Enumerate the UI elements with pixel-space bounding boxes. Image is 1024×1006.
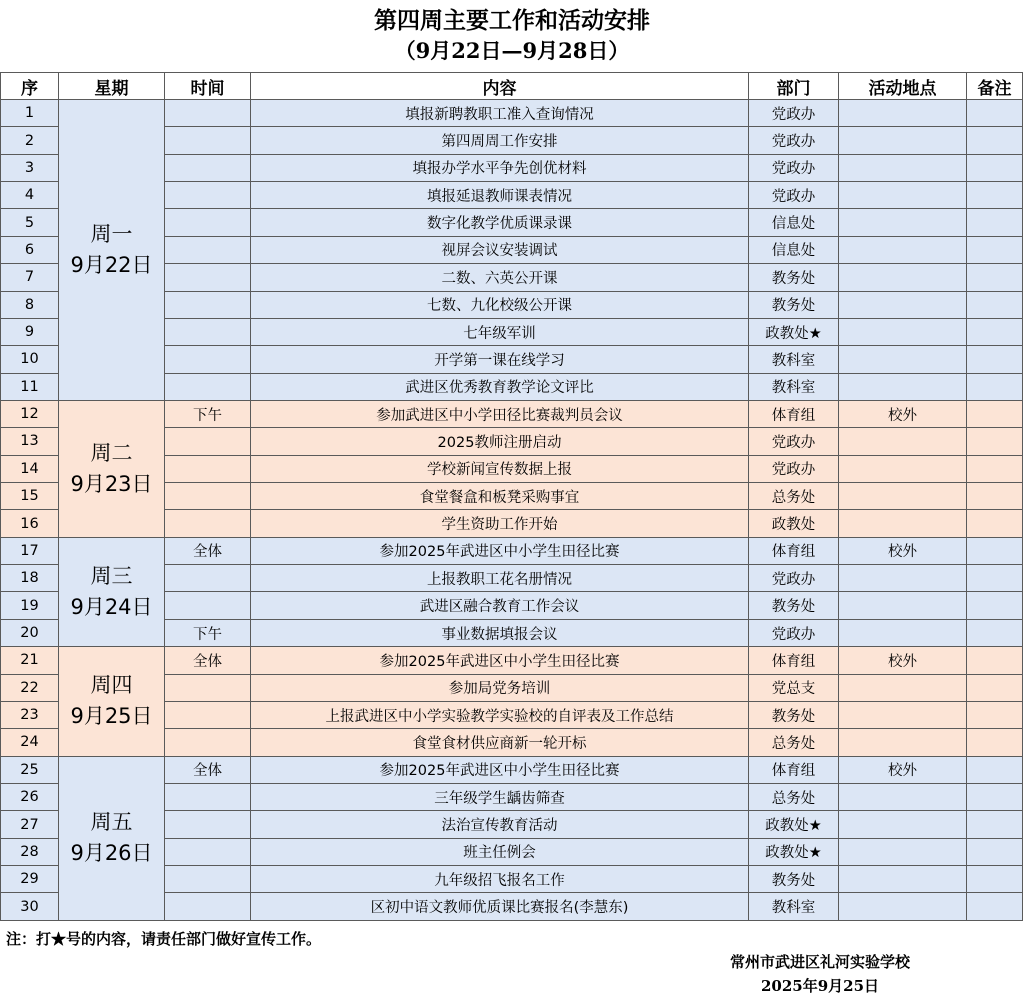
row-number: 6 [1, 236, 59, 263]
time-cell [165, 510, 251, 537]
row-number: 19 [1, 592, 59, 619]
row-number: 20 [1, 619, 59, 646]
department-cell: 党政办 [749, 127, 839, 154]
location-cell [839, 209, 967, 236]
time-cell [165, 565, 251, 592]
department-cell: 党政办 [749, 182, 839, 209]
table-row [1, 537, 1023, 564]
content-cell: 七年级军训 [251, 318, 749, 345]
content-cell: 七数、九化校级公开课 [251, 291, 749, 318]
location-cell: 校外 [839, 400, 967, 427]
row-number: 22 [1, 674, 59, 701]
row-number: 13 [1, 428, 59, 455]
location-cell [839, 318, 967, 345]
schedule-table [0, 72, 1023, 921]
department-cell: 总务处 [749, 729, 839, 756]
schedule-body [1, 100, 1023, 921]
location-cell [839, 373, 967, 400]
remark-cell [967, 455, 1023, 482]
location-cell [839, 236, 967, 263]
department-cell: 教科室 [749, 346, 839, 373]
remark-cell [967, 428, 1023, 455]
row-number: 4 [1, 182, 59, 209]
content-cell: 九年级招飞报名工作 [251, 866, 749, 893]
remark-cell [967, 811, 1023, 838]
department-cell: 党政办 [749, 619, 839, 646]
remark-cell [967, 373, 1023, 400]
location-cell [839, 701, 967, 728]
location-cell [839, 154, 967, 181]
weekday-cell [59, 400, 165, 537]
remark-cell [967, 510, 1023, 537]
remark-cell [967, 783, 1023, 810]
content-cell: 上报教职工花名册情况 [251, 565, 749, 592]
location-cell [839, 729, 967, 756]
header-row [1, 73, 1023, 100]
school-name: 常州市武进区礼河实验学校 [729, 953, 910, 971]
time-cell: 下午 [165, 619, 251, 646]
row-number: 10 [1, 346, 59, 373]
location-cell [839, 346, 967, 373]
table-row [1, 756, 1023, 783]
department-cell: 政教处★ [749, 838, 839, 865]
row-number: 2 [1, 127, 59, 154]
weekday-date: 9月25日 [70, 704, 153, 729]
content-cell: 参加2025年武进区中小学生田径比赛 [251, 537, 749, 564]
page-subtitle: （9月22日—9月28日） [394, 38, 630, 63]
department-cell: 教务处 [749, 291, 839, 318]
content-cell: 数字化教学优质课录课 [251, 209, 749, 236]
row-number: 8 [1, 291, 59, 318]
content-cell: 三年级学生龋齿筛查 [251, 783, 749, 810]
department-cell: 总务处 [749, 783, 839, 810]
location-cell [839, 565, 967, 592]
location-cell [839, 127, 967, 154]
location-cell [839, 783, 967, 810]
row-number: 5 [1, 209, 59, 236]
content-cell: 区初中语文教师优质课比赛报名(李慧东) [251, 893, 749, 920]
department-cell: 教科室 [749, 373, 839, 400]
department-cell: 党政办 [749, 565, 839, 592]
header-no: 序 [1, 73, 59, 100]
row-number: 27 [1, 811, 59, 838]
location-cell: 校外 [839, 647, 967, 674]
weekday-cell [59, 756, 165, 920]
location-cell [839, 811, 967, 838]
row-number: 18 [1, 565, 59, 592]
row-number: 16 [1, 510, 59, 537]
location-cell [839, 291, 967, 318]
table-row [1, 100, 1023, 127]
department-cell: 政教处 [749, 510, 839, 537]
time-cell [165, 783, 251, 810]
row-number: 11 [1, 373, 59, 400]
time-cell [165, 154, 251, 181]
content-cell: 二数、六英公开课 [251, 264, 749, 291]
department-cell: 教务处 [749, 701, 839, 728]
remark-cell [967, 701, 1023, 728]
department-cell: 总务处 [749, 483, 839, 510]
department-cell: 政教处★ [749, 318, 839, 345]
time-cell [165, 236, 251, 263]
remark-cell [967, 100, 1023, 127]
weekday-cell [59, 100, 165, 401]
content-cell: 上报武进区中小学实验教学实验校的自评表及工作总结 [251, 701, 749, 728]
content-cell: 填报延退教师课表情况 [251, 182, 749, 209]
row-number: 12 [1, 400, 59, 427]
remark-cell [967, 291, 1023, 318]
time-cell [165, 866, 251, 893]
time-cell [165, 592, 251, 619]
row-number: 9 [1, 318, 59, 345]
weekday-label: 周四 [90, 673, 133, 698]
location-cell [839, 455, 967, 482]
page-title: 第四周主要工作和活动安排 [374, 7, 650, 34]
remark-cell [967, 264, 1023, 291]
remark-cell [967, 537, 1023, 564]
weekday-label: 周三 [90, 563, 133, 588]
time-cell [165, 674, 251, 701]
time-cell [165, 811, 251, 838]
row-number: 1 [1, 100, 59, 127]
remark-cell [967, 729, 1023, 756]
table-row [1, 400, 1023, 427]
weekday-date: 9月22日 [70, 252, 153, 277]
remark-cell [967, 756, 1023, 783]
remark-cell [967, 866, 1023, 893]
department-cell: 政教处★ [749, 811, 839, 838]
department-cell: 教务处 [749, 866, 839, 893]
department-cell: 党政办 [749, 455, 839, 482]
remark-cell [967, 565, 1023, 592]
header-weekday: 星期 [59, 73, 165, 100]
location-cell [839, 866, 967, 893]
department-cell: 体育组 [749, 647, 839, 674]
time-cell [165, 893, 251, 920]
department-cell: 党政办 [749, 428, 839, 455]
department-cell: 教务处 [749, 264, 839, 291]
remark-cell [967, 346, 1023, 373]
content-cell: 参加2025年武进区中小学生田径比赛 [251, 647, 749, 674]
remark-cell [967, 400, 1023, 427]
weekday-label: 周一 [90, 221, 133, 246]
time-cell [165, 127, 251, 154]
row-number: 26 [1, 783, 59, 810]
content-cell: 武进区优秀教育教学论文评比 [251, 373, 749, 400]
content-cell: 参加2025年武进区中小学生田径比赛 [251, 756, 749, 783]
remark-cell [967, 592, 1023, 619]
location-cell [839, 264, 967, 291]
remark-cell [967, 619, 1023, 646]
content-cell: 学生资助工作开始 [251, 510, 749, 537]
content-cell: 武进区融合教育工作会议 [251, 592, 749, 619]
row-number: 23 [1, 701, 59, 728]
row-number: 30 [1, 893, 59, 920]
content-cell: 参加局党务培训 [251, 674, 749, 701]
remark-cell [967, 209, 1023, 236]
weekday-label: 周二 [90, 440, 133, 465]
location-cell [839, 483, 967, 510]
weekday-date: 9月23日 [70, 471, 153, 496]
content-cell: 事业数据填报会议 [251, 619, 749, 646]
time-cell [165, 209, 251, 236]
remark-cell [967, 483, 1023, 510]
time-cell [165, 100, 251, 127]
content-cell: 开学第一课在线学习 [251, 346, 749, 373]
time-cell [165, 264, 251, 291]
time-cell [165, 455, 251, 482]
content-cell: 班主任例会 [251, 838, 749, 865]
location-cell [839, 674, 967, 701]
department-cell: 体育组 [749, 537, 839, 564]
row-number: 15 [1, 483, 59, 510]
content-cell: 填报办学水平争先创优材料 [251, 154, 749, 181]
header-location: 活动地点 [839, 73, 967, 100]
remark-cell [967, 127, 1023, 154]
location-cell [839, 182, 967, 209]
row-number: 14 [1, 455, 59, 482]
time-cell [165, 729, 251, 756]
location-cell [839, 619, 967, 646]
remark-cell [967, 236, 1023, 263]
remark-cell [967, 182, 1023, 209]
content-cell: 学校新闻宣传数据上报 [251, 455, 749, 482]
time-cell: 下午 [165, 400, 251, 427]
time-cell: 全体 [165, 537, 251, 564]
location-cell [839, 100, 967, 127]
time-cell [165, 701, 251, 728]
issue-date: 2025年9月25日 [760, 977, 880, 995]
department-cell: 信息处 [749, 236, 839, 263]
remark-cell [967, 647, 1023, 674]
department-cell: 教务处 [749, 592, 839, 619]
row-number: 7 [1, 264, 59, 291]
location-cell [839, 592, 967, 619]
time-cell [165, 182, 251, 209]
time-cell: 全体 [165, 647, 251, 674]
department-cell: 党政办 [749, 100, 839, 127]
time-cell [165, 373, 251, 400]
header-remark: 备注 [967, 73, 1023, 100]
row-number: 17 [1, 537, 59, 564]
row-number: 25 [1, 756, 59, 783]
header-department: 部门 [749, 73, 839, 100]
location-cell [839, 838, 967, 865]
content-cell: 填报新聘教职工准入查询情况 [251, 100, 749, 127]
weekday-cell [59, 537, 165, 646]
row-number: 28 [1, 838, 59, 865]
content-cell: 参加武进区中小学田径比赛裁判员会议 [251, 400, 749, 427]
weekday-cell [59, 647, 165, 756]
content-cell: 视屏会议安装调试 [251, 236, 749, 263]
location-cell [839, 510, 967, 537]
content-cell: 法治宣传教育活动 [251, 811, 749, 838]
remark-cell [967, 154, 1023, 181]
location-cell [839, 428, 967, 455]
row-number: 29 [1, 866, 59, 893]
header-time: 时间 [165, 73, 251, 100]
remark-cell [967, 318, 1023, 345]
location-cell: 校外 [839, 537, 967, 564]
weekday-date: 9月24日 [70, 594, 153, 619]
table-row [1, 647, 1023, 674]
department-cell: 党政办 [749, 154, 839, 181]
department-cell: 体育组 [749, 400, 839, 427]
content-cell: 食堂食材供应商新一轮开标 [251, 729, 749, 756]
remark-cell [967, 893, 1023, 920]
row-number: 21 [1, 647, 59, 674]
row-number: 24 [1, 729, 59, 756]
remark-cell [967, 838, 1023, 865]
time-cell [165, 838, 251, 865]
department-cell: 体育组 [749, 756, 839, 783]
time-cell [165, 483, 251, 510]
content-cell: 第四周周工作安排 [251, 127, 749, 154]
department-cell: 信息处 [749, 209, 839, 236]
time-cell: 全体 [165, 756, 251, 783]
location-cell [839, 893, 967, 920]
weekday-date: 9月26日 [70, 841, 153, 866]
weekday-label: 周五 [90, 810, 133, 835]
content-cell: 食堂餐盒和板凳采购事宜 [251, 483, 749, 510]
header-content: 内容 [251, 73, 749, 100]
time-cell [165, 318, 251, 345]
time-cell [165, 428, 251, 455]
content-cell: 2025教师注册启动 [251, 428, 749, 455]
department-cell: 教科室 [749, 893, 839, 920]
time-cell [165, 291, 251, 318]
remark-cell [967, 674, 1023, 701]
time-cell [165, 346, 251, 373]
footnote: 注：打★号的内容，请责任部门做好宣传工作。 [6, 930, 322, 948]
location-cell: 校外 [839, 756, 967, 783]
row-number: 3 [1, 154, 59, 181]
department-cell: 党总支 [749, 674, 839, 701]
